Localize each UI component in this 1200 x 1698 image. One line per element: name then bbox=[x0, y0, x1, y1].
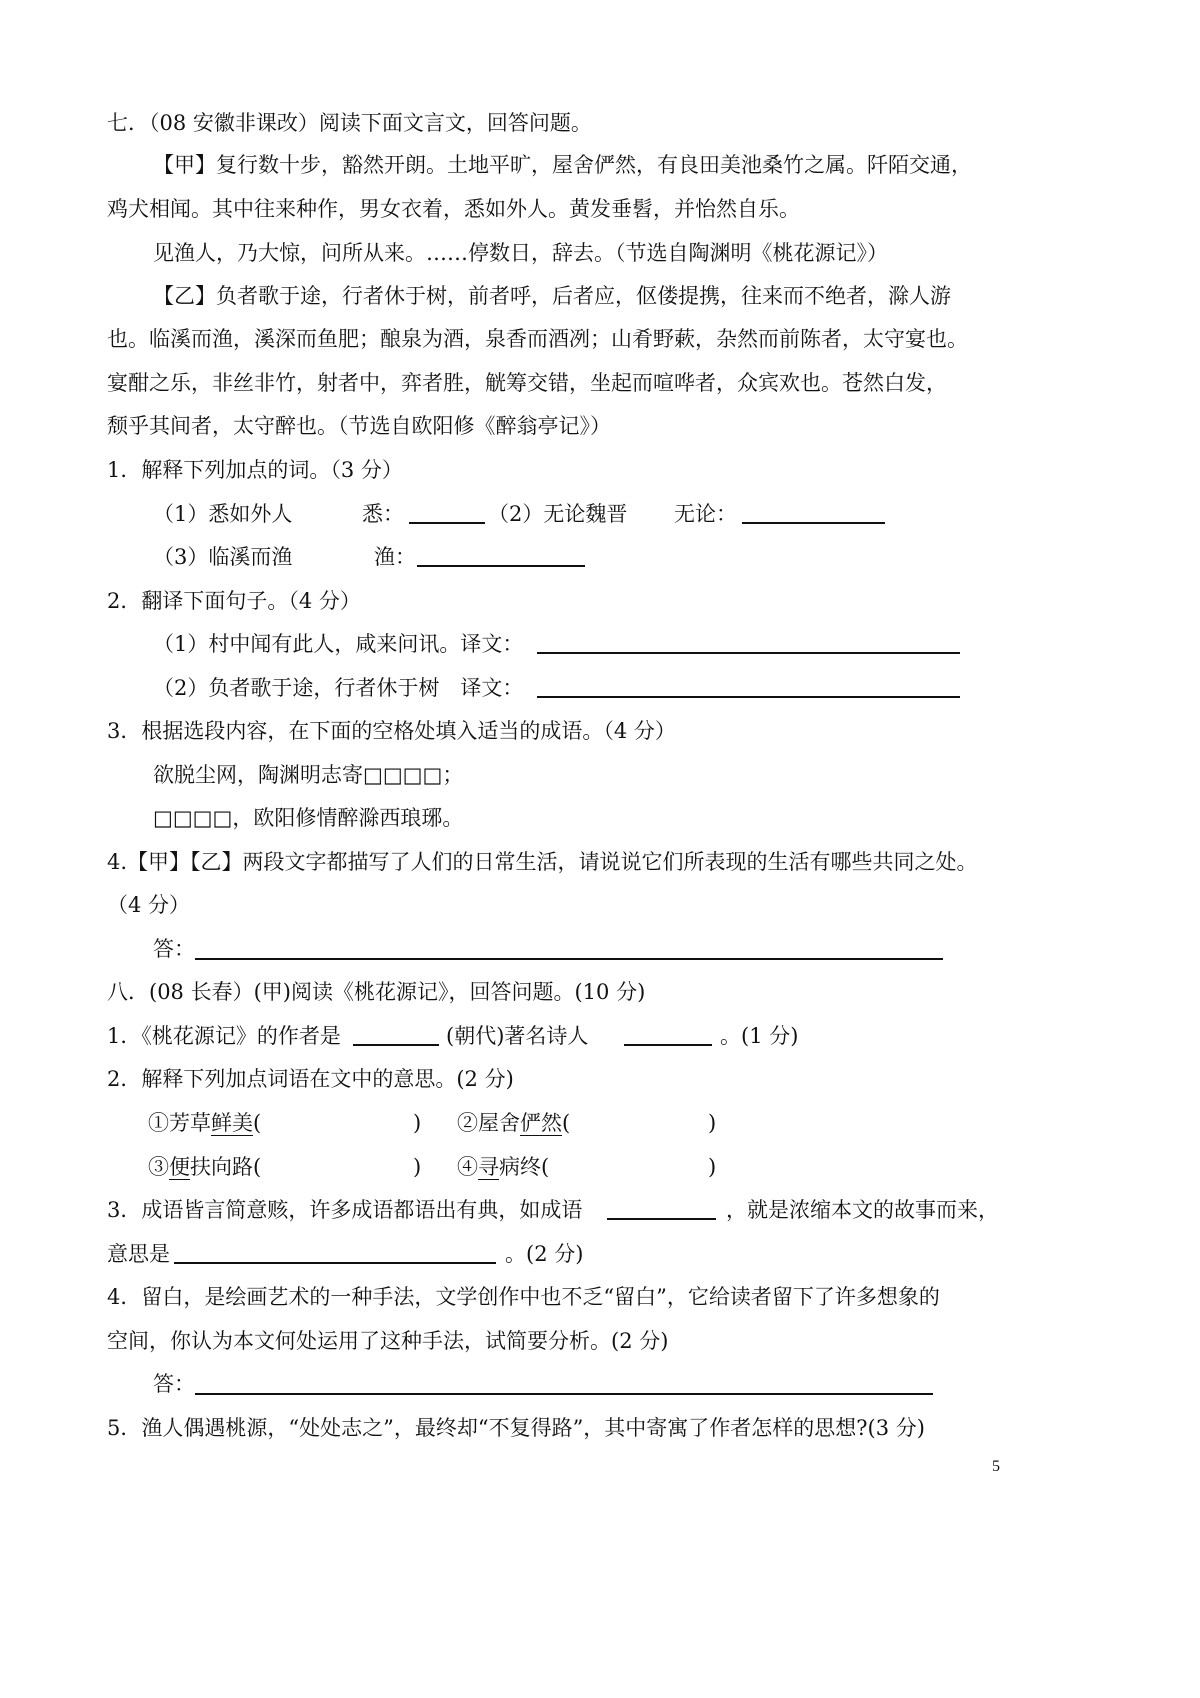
item-text: 扶向路 bbox=[190, 1155, 253, 1179]
paren-close: ) bbox=[708, 1155, 717, 1179]
s8-question-1: 1．《桃花源记》的作者是 bbox=[107, 1024, 341, 1048]
s8-question-3-cont: ，就是浓缩本文的故事而来， bbox=[726, 1198, 999, 1222]
s8-question-3-score: 。(2 分) bbox=[505, 1242, 584, 1266]
dotted-word: 鲜美 bbox=[211, 1111, 253, 1135]
q1-item-1: （1）悉如外人 bbox=[153, 502, 293, 526]
q3-line: □□□□，欧阳修情醉滁西琅琊。 bbox=[153, 806, 464, 830]
question-4: 4.【甲】【乙】两段文字都描写了人们的日常生活，请说说它们所表现的生活有哪些共同之处。 bbox=[107, 850, 978, 874]
paren-open: ( bbox=[562, 1111, 571, 1135]
answer-blank[interactable] bbox=[624, 1023, 712, 1046]
answer-blank[interactable] bbox=[195, 936, 943, 960]
answer-label: 答： bbox=[153, 1372, 195, 1396]
paren-open: ( bbox=[253, 1155, 262, 1179]
q1-item-3: （3）临溪而渔 bbox=[153, 545, 293, 569]
s8-q2-item-1 bbox=[148, 1110, 261, 1136]
dotted-word: 俨然 bbox=[520, 1111, 562, 1135]
item-text: ①芳草 bbox=[148, 1111, 211, 1135]
section8-heading: 八．(08 长春）(甲)阅读《桃花源记》，回答问题。(10 分) bbox=[107, 980, 646, 1004]
s8-question-3: 3．成语皆言简意赅，许多成语都语出有典，如成语 bbox=[107, 1198, 583, 1222]
q3-line: 欲脱尘网，陶渊明志寄□□□□； bbox=[153, 763, 464, 787]
question-4-score: （4 分） bbox=[107, 893, 191, 917]
s8-question-1-mid: (朝代)著名诗人 bbox=[446, 1024, 589, 1048]
yi-passage-line: 也。临溪而渔，溪深而鱼肥；酿泉为酒，泉香而酒冽；山肴野蔌，杂然而前陈者，太守宴也。 bbox=[107, 327, 968, 351]
s8-question-5: 5．渔人偶遇桃源，“处处志之”，最终却“不复得路”，其中寄寓了作者怎样的思想?(3 分) bbox=[107, 1416, 925, 1440]
question-3: 3．根据选段内容，在下面的空格处填入适当的成语。（4 分） bbox=[107, 719, 676, 743]
item-text: 病终 bbox=[499, 1155, 541, 1179]
page-number: 5 bbox=[992, 1458, 1000, 1475]
q2-item-2: （2）负者歌于途，行者休于树 译文： bbox=[153, 676, 524, 700]
yi-passage-line: 宴酣之乐，非丝非竹，射者中，弈者胜，觥筹交错，坐起而喧哗者，众宾欢也。苍然白发， bbox=[107, 371, 947, 395]
item-text: ④ bbox=[457, 1155, 478, 1179]
yi-passage-line: 颓乎其间者，太守醉也。（节选自欧阳修《醉翁亭记》） bbox=[107, 414, 611, 438]
dotted-word: 便 bbox=[169, 1155, 190, 1179]
yi-passage-line: 【乙】负者歌于途，行者休于树，前者呼，后者应，伛偻提携，往来而不绝者，滁人游 bbox=[153, 284, 951, 308]
q2-item-1: （1）村中闻有此人，咸来问讯。译文： bbox=[153, 632, 524, 656]
s8-q2-item-2 bbox=[457, 1110, 570, 1136]
s8-question-1-end: 。(1 分) bbox=[720, 1024, 799, 1048]
answer-label: 答： bbox=[153, 937, 195, 961]
s8-question-2: 2．解释下列加点词语在文中的意思。(2 分) bbox=[107, 1067, 514, 1091]
answer-blank[interactable] bbox=[174, 1241, 496, 1264]
paren-close: ) bbox=[413, 1155, 422, 1179]
answer-blank[interactable] bbox=[537, 631, 960, 654]
q1-item-2: （2）无论魏晋 bbox=[488, 502, 628, 526]
dotted-word: 寻 bbox=[478, 1155, 499, 1179]
paren-close: ) bbox=[708, 1111, 717, 1135]
jia-passage-line: 【甲】复行数十步，豁然开朗。土地平旷，屋舍俨然，有良田美池桑竹之属。阡陌交通， bbox=[153, 153, 972, 177]
q1-item-1-key: 悉： bbox=[362, 502, 404, 526]
answer-blank[interactable] bbox=[742, 501, 885, 524]
q1-item-2-key: 无论： bbox=[674, 502, 737, 526]
answer-blank[interactable] bbox=[195, 1371, 933, 1395]
item-text: ②屋舍 bbox=[457, 1111, 520, 1135]
s8-question-3-meaning: 意思是 bbox=[107, 1242, 170, 1266]
answer-blank[interactable] bbox=[353, 1023, 439, 1046]
answer-blank[interactable] bbox=[537, 675, 960, 698]
answer-blank[interactable] bbox=[409, 501, 485, 524]
s8-q2-item-4 bbox=[457, 1154, 549, 1180]
q1-item-3-key: 渔： bbox=[374, 545, 416, 569]
question-1: 1．解释下列加点的词。（3 分） bbox=[107, 458, 403, 482]
jia-passage-line: 鸡犬相闻。其中往来种作，男女衣着，悉如外人。黄发垂髫，并怡然自乐。 bbox=[107, 197, 800, 221]
jia-passage-line: 见渔人，乃大惊，问所从来。……停数日，辞去。（节选自陶渊明《桃花源记》） bbox=[153, 241, 888, 265]
paren-close: ) bbox=[413, 1111, 422, 1135]
s8-q2-item-3 bbox=[148, 1154, 261, 1180]
item-text: ③ bbox=[148, 1155, 169, 1179]
question-2: 2．翻译下面句子。（4 分） bbox=[107, 589, 361, 613]
paren-open: ( bbox=[541, 1155, 550, 1179]
s8-question-4: 4．留白，是绘画艺术的一种手法，文学创作中也不乏“留白”，它给读者留下了许多想象的 bbox=[107, 1285, 940, 1309]
paren-open: ( bbox=[253, 1111, 262, 1135]
s8-question-4-cont: 空间，你认为本文何处运用了这种手法，试简要分析。(2 分) bbox=[107, 1329, 669, 1353]
answer-blank[interactable] bbox=[607, 1197, 716, 1220]
answer-blank[interactable] bbox=[417, 544, 585, 567]
section7-heading: 七．（08 安徽非课改）阅读下面文言文，回答问题。 bbox=[107, 111, 592, 135]
